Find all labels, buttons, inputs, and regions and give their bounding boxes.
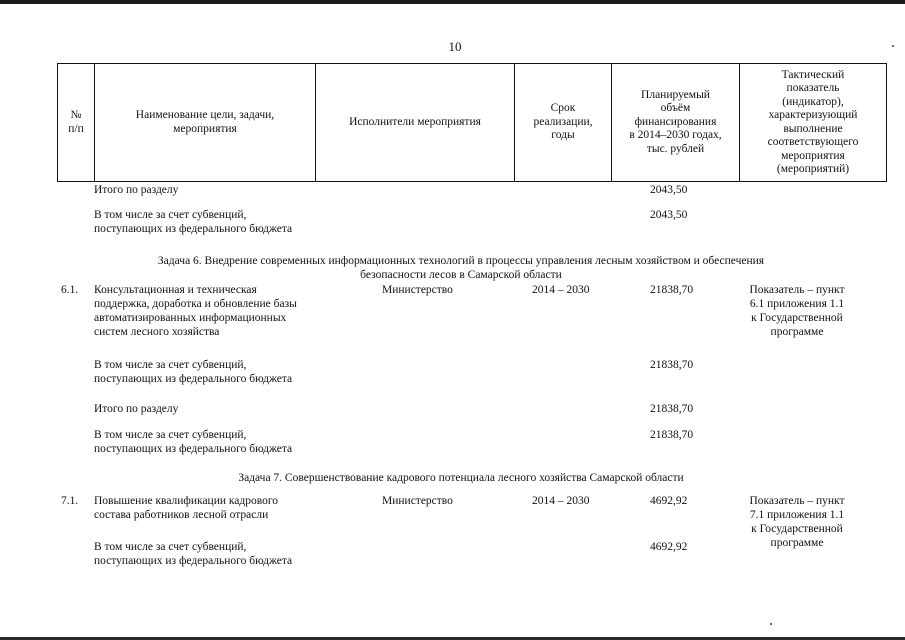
amount-value: 21838,70: [650, 284, 694, 296]
amount-value: 2043,50: [650, 184, 688, 196]
scan-top-border: [0, 0, 905, 4]
amount-value: 21838,70: [650, 403, 694, 415]
scan-speck: [892, 45, 894, 47]
item-number: 6.1.: [61, 284, 79, 296]
header-name: Наименование цели, задачи, мероприятия: [95, 64, 316, 182]
header-executors: Исполнители мероприятия: [316, 64, 515, 182]
item-executor: Министерство: [382, 495, 453, 507]
item-executor: Министерство: [382, 284, 453, 296]
page-number: 10: [448, 39, 462, 54]
amount-value: 2043,50: [650, 209, 688, 221]
header-indicator: Тактический показатель (индикатор), характеризующий выполнение соответствующего мероприятия (мероприятий): [740, 64, 887, 182]
task-7-title: Задача 7. Совершенствование кадрового потенциала лесного хозяйства Самарской области: [238, 472, 684, 484]
item-name: Консультационная и техническая поддержка, доработка и обновление базы автоматизированных информационных систем лесного хозяйства: [94, 284, 297, 338]
amount-value: 4692,92: [650, 495, 688, 507]
amount-value: 21838,70: [650, 429, 694, 441]
amount-value: 21838,70: [650, 359, 694, 371]
header-financing: Планируемый объём финансирования в 2014–2030 годах, тыс. рублей: [612, 64, 740, 182]
item-term: 2014 – 2030: [532, 284, 590, 296]
task-6-title: Задача 6. Внедрение современных информационных технологий в процессы управления лесным хозяйством и обеспечения безопасности лесов в Самарской области: [157, 255, 765, 281]
table-header: [57, 63, 887, 182]
item-indicator: Показатель – пункт 6.1 приложения 1.1 к Государственной программе: [749, 284, 845, 338]
subsidy-label: В том числе за счет субвенций, поступающих из федерального бюджета: [94, 541, 293, 567]
subsidy-label: В том числе за счет субвенций, поступающих из федерального бюджета: [94, 359, 293, 385]
amount-value: 4692,92: [650, 541, 688, 553]
item-indicator: Показатель – пункт 7.1 приложения 1.1 к Государственной программе: [749, 495, 845, 549]
item-term: 2014 – 2030: [532, 495, 590, 507]
header-term: Срок реализации, годы: [515, 64, 612, 182]
subsidy-label: В том числе за счет субвенций, поступающих из федерального бюджета: [94, 209, 293, 235]
header-num: № п/п: [58, 64, 95, 182]
item-name: Повышение квалификации кадрового состава работников лесной отрасли: [94, 495, 279, 521]
item-number: 7.1.: [61, 495, 79, 507]
scan-speck: [770, 623, 772, 625]
subsidy-label: В том числе за счет субвенций, поступающих из федерального бюджета: [94, 429, 293, 455]
total-label: Итого по разделу: [94, 184, 179, 196]
total-label: Итого по разделу: [94, 403, 179, 415]
